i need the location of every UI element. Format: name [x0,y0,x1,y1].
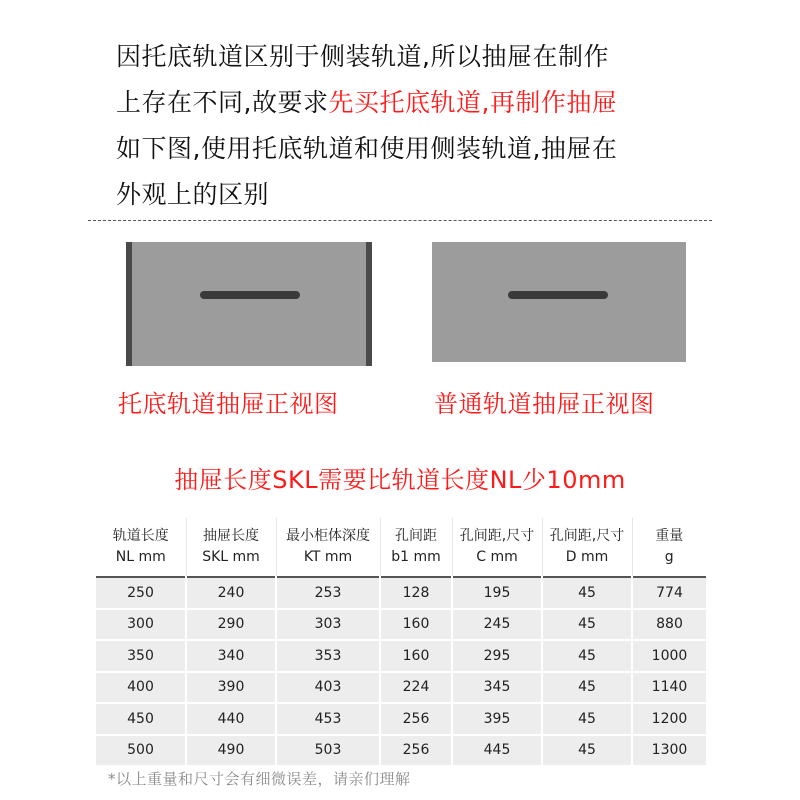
intro-line-1: 因托底轨道区别于侧装轨道,所以抽屉在制作 [116,42,609,71]
spec-table [96,518,706,767]
column-header-title: 抽屉长度 [203,528,259,544]
table-header-row [96,518,706,577]
table-cell: 160 [380,640,452,672]
bottom-mount-drawer-figure [126,242,372,366]
table-cell: 45 [542,703,632,735]
bottom-mount-caption: 托底轨道抽屉正视图 [118,390,339,418]
column-header-unit: D mm [565,549,609,565]
table-cell: 295 [452,640,542,672]
table-cell: 774 [632,577,706,609]
table-cell: 45 [542,577,632,609]
table-cell: 245 [452,609,542,641]
table-cell: 490 [186,735,276,767]
column-header [452,518,542,577]
intro-line-2-prefix: 上存在不同,故要求 [116,88,329,117]
column-header-unit: SKL mm [202,549,260,565]
table-cell: 340 [186,640,276,672]
intro-line-3: 如下图,使用托底轨道和使用侧装轨道,抽屉在 [116,134,618,163]
table-cell: 440 [186,703,276,735]
table-cell: 1000 [632,640,706,672]
table-cell: 256 [380,703,452,735]
table-cell: 350 [96,640,186,672]
length-note: 抽屉长度SKL需要比轨道长度NL少10mm [174,466,626,494]
column-header [186,518,276,577]
table-cell: 303 [276,609,380,641]
table-cell: 503 [276,735,380,767]
table-cell: 290 [186,609,276,641]
table-row [96,703,706,735]
intro-line-4: 外观上的区别 [116,180,270,209]
column-header-unit: b1 mm [391,549,441,565]
column-header-title: 孔间距,尺寸 [549,528,625,544]
column-header-title: 孔间距 [395,528,437,544]
column-header [96,518,186,577]
table-cell: 45 [542,672,632,704]
table-cell: 353 [276,640,380,672]
column-header-title: 轨道长度 [112,528,169,544]
table-row [96,577,706,609]
table-cell: 880 [632,609,706,641]
standard-drawer-figure [432,242,686,362]
footnote: *以上重量和尺寸会有细微误差，请亲们理解 [108,770,411,788]
table-cell: 445 [452,735,542,767]
table-cell: 128 [380,577,452,609]
table-cell: 1300 [632,735,706,767]
table-row [96,672,706,704]
column-header [276,518,380,577]
table-cell: 45 [542,640,632,672]
column-header-unit: C mm [476,549,518,565]
table-cell: 224 [380,672,452,704]
drawer-handle [200,291,300,299]
column-header-unit: NL mm [115,549,166,565]
column-header [380,518,452,577]
column-header-unit: KT mm [303,549,353,565]
table-cell: 390 [186,672,276,704]
table-cell: 250 [96,577,186,609]
table-row [96,735,706,767]
intro-text [116,34,716,218]
table-cell: 45 [542,609,632,641]
table-row [96,609,706,641]
drawer-handle [508,291,608,299]
table-cell: 500 [96,735,186,767]
table-cell: 45 [542,735,632,767]
table-cell: 253 [276,577,380,609]
column-header-title: 最小柜体深度 [286,528,370,544]
column-header [542,518,632,577]
column-header-unit: g [664,549,674,565]
standard-caption: 普通轨道抽屉正视图 [434,390,655,418]
table-cell: 395 [452,703,542,735]
table-row [96,640,706,672]
table-cell: 345 [452,672,542,704]
dashed-divider [88,220,712,221]
intro-line-2 [116,80,716,126]
column-header [632,518,706,577]
table-cell: 160 [380,609,452,641]
table-cell: 1200 [632,703,706,735]
table-cell: 256 [380,735,452,767]
table-body [96,577,706,766]
intro-highlight: 先买托底轨道,再制作抽屉 [328,88,618,117]
table-cell: 300 [96,609,186,641]
table-cell: 403 [276,672,380,704]
left-rail [126,242,132,366]
table-cell: 400 [96,672,186,704]
column-header-title: 重量 [655,528,684,544]
table-cell: 453 [276,703,380,735]
table-cell: 450 [96,703,186,735]
table-cell: 240 [186,577,276,609]
table-cell: 1140 [632,672,706,704]
column-header-title: 孔间距,尺寸 [459,528,535,544]
table-cell: 195 [452,577,542,609]
right-rail [366,242,372,366]
